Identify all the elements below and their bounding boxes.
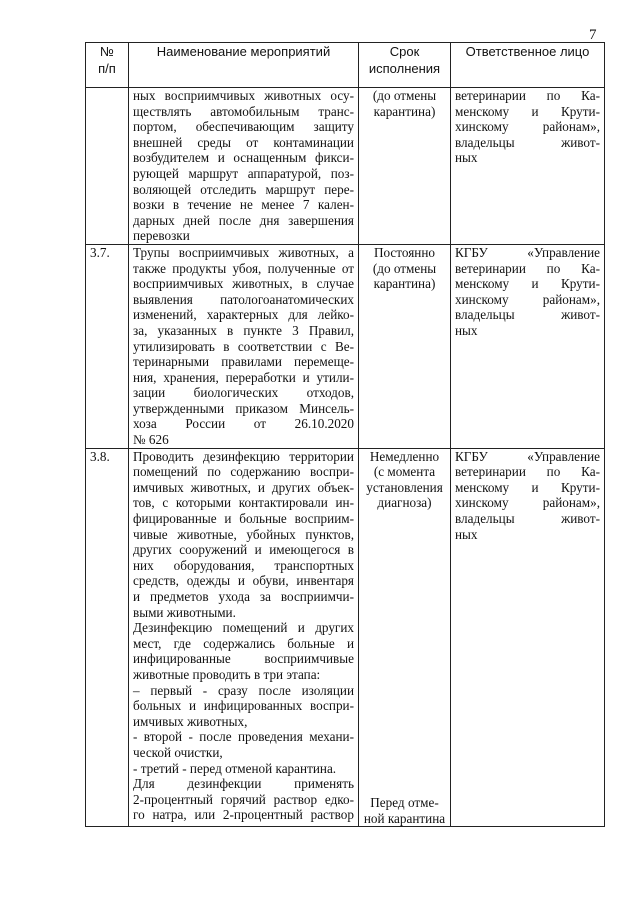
text-line: инфицированные восприимчивые <box>133 651 354 667</box>
text-line: других сооружений и имеющегося в <box>133 542 354 558</box>
term-line: (с момента <box>373 464 436 480</box>
text-line: го натра, или 2-процентный раствор <box>133 807 354 823</box>
text-line: восприимчивых животных, в случае <box>133 276 354 292</box>
responsible-text <box>451 244 605 448</box>
header-num <box>86 43 129 88</box>
term-spacer <box>363 511 446 795</box>
text-line: изменений, характерных для лейко- <box>133 307 354 323</box>
text-line: за, указанных в пункте 3 Правил, <box>133 322 354 338</box>
responsible-line: ветеринарии по Ка- <box>455 260 600 276</box>
term-line: Немедленно <box>369 448 440 464</box>
table-row <box>86 88 605 245</box>
text-line: чивые животные, убойных пунктов, <box>133 526 354 542</box>
responsible-line: владельцы живот- <box>455 134 600 150</box>
text-line: Для дезинфекции применять <box>133 776 354 792</box>
term-text <box>359 448 451 827</box>
text-line: утилизировать в соответствии с Ве- <box>133 338 354 354</box>
term-text <box>359 88 451 245</box>
responsible-line: КГБУ «Управление <box>455 244 600 260</box>
text-line: ных восприимчивых животных осу- <box>133 88 354 103</box>
term-line: (до отмены <box>372 260 437 276</box>
term-line: (до отмены <box>372 88 437 103</box>
text-line: имчивых животных, и других объек- <box>133 479 354 495</box>
responsible-text <box>451 88 605 245</box>
text-line: рующей маршрут аппаратурой, поз- <box>133 165 354 181</box>
text-line: - второй - после проведения механи- <box>133 729 354 745</box>
text-line: дарных дней после дня завершения <box>133 212 354 228</box>
text-line: имчивых животных, <box>133 713 248 729</box>
table-row <box>86 244 605 448</box>
text-line: - третий - перед отменой карантина. <box>133 760 337 776</box>
responsible-line: ных <box>455 526 478 542</box>
header-term <box>359 43 451 88</box>
row-number <box>86 88 129 245</box>
responsible-line: менскому и Крути- <box>455 103 600 119</box>
responsible-text <box>451 448 605 827</box>
text-line: возбудителем и оснащенным фикси- <box>133 150 354 166</box>
text-line: них оборудования, транспортных <box>133 557 354 573</box>
text-line: тов, с которыми контактировали ин- <box>133 495 354 511</box>
term-line: Постоянно <box>373 244 435 260</box>
measure-text <box>129 244 359 448</box>
text-line: возки в течение не менее 7 кален- <box>133 197 354 213</box>
text-line: утвержденными приказом Минсель- <box>133 400 354 416</box>
header-name <box>129 43 359 88</box>
text-line: Трупы восприимчивых животных, а <box>133 244 354 260</box>
text-line: зации биологических отходов, <box>133 385 354 401</box>
term-line: Перед отме- <box>370 795 439 811</box>
text-line: Проводить дезинфекцию территории <box>133 448 354 464</box>
text-line: и предметов ухода за восприимчи- <box>133 589 354 604</box>
text-line: фицированные и больные восприим- <box>133 511 354 527</box>
measure-text <box>129 88 359 245</box>
term-line: диагноза) <box>377 495 432 511</box>
measures-table <box>85 42 605 827</box>
text-line: ния, хранения, переработки и утили- <box>133 369 354 385</box>
header-num-line: № <box>100 44 114 59</box>
text-line: больных и инфицированных воспри- <box>133 698 354 714</box>
term-line: карантина) <box>373 103 436 119</box>
measure-text <box>129 448 359 827</box>
term-line: ной карантина <box>363 810 446 826</box>
text-line: также продукты убоя, полученные от <box>133 260 354 276</box>
row-number: 3.8. <box>86 448 129 827</box>
responsible-line: менскому и Крути- <box>455 479 600 495</box>
table-header-row <box>86 43 605 88</box>
responsible-line: хинскому районам», <box>455 119 600 135</box>
text-line: – первый - сразу после изоляции <box>133 682 354 698</box>
responsible-line: ных <box>455 322 478 338</box>
page-number: 7 <box>589 27 597 43</box>
term-line: установления <box>366 479 443 495</box>
responsible-line: ветеринарии по Ка- <box>455 464 600 480</box>
text-line: № 626 <box>133 432 169 448</box>
responsible-line: хинскому районам», <box>455 495 600 511</box>
responsible-line: хинскому районам», <box>455 291 600 307</box>
term-line: карантина) <box>373 276 436 292</box>
header-term-line: исполнения <box>368 61 441 76</box>
responsible-line: ветеринарии по Ка- <box>455 88 600 103</box>
text-line: животные проводить в три этапа: <box>133 666 321 682</box>
text-line: ществлять автомобильным транс- <box>133 103 354 119</box>
text-line: воляющей отследить маршрут пере- <box>133 181 354 197</box>
text-line: портом, обеспечивающим защиту <box>133 119 354 135</box>
responsible-line: владельцы живот- <box>455 307 600 323</box>
text-line: перевозки <box>133 228 190 244</box>
text-line: выми животными. <box>133 604 236 620</box>
text-line: теринарными правилами перемеще- <box>133 354 354 370</box>
text-line: Дезинфекцию помещений и других <box>133 620 354 636</box>
responsible-line: КГБУ «Управление <box>455 448 600 464</box>
header-term-line: Срок <box>389 44 420 59</box>
header-num-line: п/п <box>98 61 116 76</box>
term-text <box>359 244 451 448</box>
text-line: ческой очистки, <box>133 744 223 760</box>
responsible-line: ных <box>455 150 478 166</box>
table-row <box>86 448 605 827</box>
responsible-line: менскому и Крути- <box>455 276 600 292</box>
header-responsible <box>451 43 605 88</box>
text-line: хоза России от 26.10.2020 <box>133 416 354 432</box>
text-line: средств, одежды и обуви, инвентаря <box>133 573 354 589</box>
text-line: помещений по содержанию воспри- <box>133 464 354 480</box>
row-number: 3.7. <box>86 244 129 448</box>
header-name-line: Наименование мероприятий <box>156 44 331 59</box>
text-line: выявления патологоанатомических <box>133 291 354 307</box>
text-line: 2-процентный горячий раствор едко- <box>133 791 354 807</box>
text-line: мест, где содержались больные и <box>133 635 354 651</box>
text-line: внешней среды от контаминации <box>133 134 354 150</box>
responsible-line: владельцы живот- <box>455 511 600 527</box>
header-responsible-line: Ответственное лицо <box>465 44 590 59</box>
